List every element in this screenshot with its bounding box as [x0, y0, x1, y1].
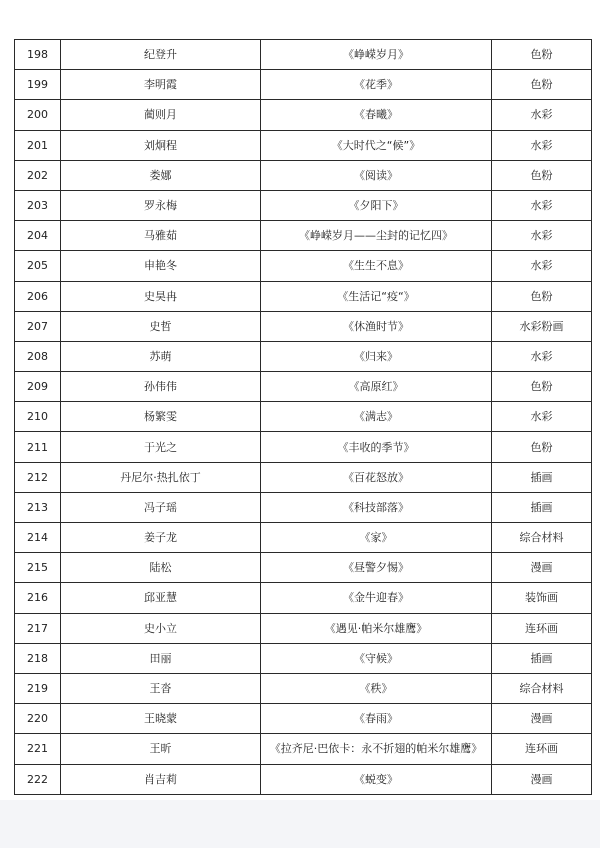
entry-number: 216 [15, 583, 61, 613]
artwork-title: 《花季》 [261, 70, 492, 100]
table-row [15, 372, 592, 402]
entry-number: 221 [15, 734, 61, 764]
entry-number: 214 [15, 523, 61, 553]
artwork-medium: 色粉 [492, 372, 592, 402]
entry-number: 219 [15, 673, 61, 703]
artwork-title: 《蜕变》 [261, 764, 492, 794]
artwork-medium: 漫画 [492, 553, 592, 583]
artist-name: 马雅茹 [61, 221, 261, 251]
artwork-medium: 综合材料 [492, 523, 592, 553]
table-row [15, 704, 592, 734]
table-row [15, 583, 592, 613]
artwork-title: 《丰收的季节》 [261, 432, 492, 462]
artist-name: 田丽 [61, 643, 261, 673]
artwork-medium: 色粉 [492, 40, 592, 70]
artwork-medium: 水彩 [492, 402, 592, 432]
artwork-medium: 插画 [492, 462, 592, 492]
artwork-title: 《归来》 [261, 341, 492, 371]
artwork-medium: 插画 [492, 643, 592, 673]
artist-name: 娄娜 [61, 160, 261, 190]
entry-number: 202 [15, 160, 61, 190]
artist-name: 孙伟伟 [61, 372, 261, 402]
artwork-medium: 水彩 [492, 341, 592, 371]
artist-name: 苏萌 [61, 341, 261, 371]
table-row [15, 402, 592, 432]
artist-name: 史哲 [61, 311, 261, 341]
artist-name: 于光之 [61, 432, 261, 462]
artist-name: 纪登升 [61, 40, 261, 70]
artist-name: 杨繁雯 [61, 402, 261, 432]
table-row [15, 70, 592, 100]
artwork-medium: 色粉 [492, 160, 592, 190]
artist-name: 史小立 [61, 613, 261, 643]
table-row [15, 190, 592, 220]
entry-number: 206 [15, 281, 61, 311]
entry-number: 208 [15, 341, 61, 371]
table-row [15, 40, 592, 70]
table-row [15, 734, 592, 764]
artwork-title: 《满志》 [261, 402, 492, 432]
artwork-medium: 漫画 [492, 704, 592, 734]
artwork-medium: 水彩 [492, 251, 592, 281]
artwork-title: 《秩》 [261, 673, 492, 703]
table-row [15, 432, 592, 462]
entry-number: 217 [15, 613, 61, 643]
artwork-medium: 水彩 [492, 100, 592, 130]
artwork-medium: 漫画 [492, 764, 592, 794]
artwork-medium: 综合材料 [492, 673, 592, 703]
artist-name: 邱亚慧 [61, 583, 261, 613]
artwork-medium: 色粉 [492, 432, 592, 462]
artwork-medium: 水彩 [492, 221, 592, 251]
table-row [15, 492, 592, 522]
artwork-medium: 水彩 [492, 130, 592, 160]
artwork-title: 《春曦》 [261, 100, 492, 130]
table-row [15, 130, 592, 160]
table-row [15, 251, 592, 281]
artwork-title: 《遇见·帕米尔雄鹰》 [261, 613, 492, 643]
artist-name: 罗永梅 [61, 190, 261, 220]
artwork-medium: 色粉 [492, 70, 592, 100]
artwork-title: 《昼警夕惕》 [261, 553, 492, 583]
entry-number: 220 [15, 704, 61, 734]
artwork-list-table [14, 39, 592, 795]
entry-number: 211 [15, 432, 61, 462]
entry-number: 210 [15, 402, 61, 432]
artwork-title: 《春雨》 [261, 704, 492, 734]
artist-name: 姜子龙 [61, 523, 261, 553]
entry-number: 200 [15, 100, 61, 130]
artwork-medium: 色粉 [492, 281, 592, 311]
entry-number: 199 [15, 70, 61, 100]
artwork-title: 《峥嵘岁月》 [261, 40, 492, 70]
artwork-medium: 连环画 [492, 734, 592, 764]
artist-name: 史昊冉 [61, 281, 261, 311]
table-row [15, 341, 592, 371]
artist-name: 陆松 [61, 553, 261, 583]
table-row [15, 100, 592, 130]
artist-name: 丹尼尔·热扎依丁 [61, 462, 261, 492]
artwork-medium: 装饰画 [492, 583, 592, 613]
table-row [15, 553, 592, 583]
table-row [15, 643, 592, 673]
table-row [15, 673, 592, 703]
artwork-medium: 连环画 [492, 613, 592, 643]
artwork-title: 《家》 [261, 523, 492, 553]
table-row [15, 613, 592, 643]
entry-number: 212 [15, 462, 61, 492]
artist-name: 王晓蒙 [61, 704, 261, 734]
table-row [15, 311, 592, 341]
artist-name: 肖吉莉 [61, 764, 261, 794]
page-bottom-margin [0, 800, 600, 848]
artwork-medium: 插画 [492, 492, 592, 522]
artwork-title: 《科技部落》 [261, 492, 492, 522]
entry-number: 203 [15, 190, 61, 220]
entry-number: 209 [15, 372, 61, 402]
entry-number: 207 [15, 311, 61, 341]
artwork-medium: 水彩粉画 [492, 311, 592, 341]
artwork-title: 《拉齐尼·巴依卡：永不折翅的帕米尔雄鹰》 [261, 734, 492, 764]
artwork-title: 《金牛迎春》 [261, 583, 492, 613]
artist-name: 刘炯程 [61, 130, 261, 160]
table-row [15, 764, 592, 794]
entry-number: 198 [15, 40, 61, 70]
artist-name: 王沓 [61, 673, 261, 703]
artwork-title: 《休渔时节》 [261, 311, 492, 341]
artwork-title: 《峥嵘岁月——尘封的记忆四》 [261, 221, 492, 251]
artist-name: 李明霞 [61, 70, 261, 100]
table-row [15, 221, 592, 251]
entry-number: 205 [15, 251, 61, 281]
artwork-title: 《生生不息》 [261, 251, 492, 281]
artwork-title: 《高原红》 [261, 372, 492, 402]
artwork-title: 《夕阳下》 [261, 190, 492, 220]
artist-name: 冯子瑶 [61, 492, 261, 522]
table-row [15, 523, 592, 553]
entry-number: 218 [15, 643, 61, 673]
entry-number: 201 [15, 130, 61, 160]
artwork-title: 《百花怒放》 [261, 462, 492, 492]
artwork-title: 《守候》 [261, 643, 492, 673]
entry-number: 215 [15, 553, 61, 583]
artist-name: 王昕 [61, 734, 261, 764]
artist-name: 蔺则月 [61, 100, 261, 130]
table-row [15, 160, 592, 190]
table-body [15, 40, 592, 795]
artwork-title: 《生活记“疫“》 [261, 281, 492, 311]
artwork-title: 《大时代之“候”》 [261, 130, 492, 160]
entry-number: 222 [15, 764, 61, 794]
table-row [15, 462, 592, 492]
entry-number: 213 [15, 492, 61, 522]
artwork-medium: 水彩 [492, 190, 592, 220]
artist-name: 申艳冬 [61, 251, 261, 281]
artwork-title: 《阅读》 [261, 160, 492, 190]
entry-number: 204 [15, 221, 61, 251]
table-row [15, 281, 592, 311]
